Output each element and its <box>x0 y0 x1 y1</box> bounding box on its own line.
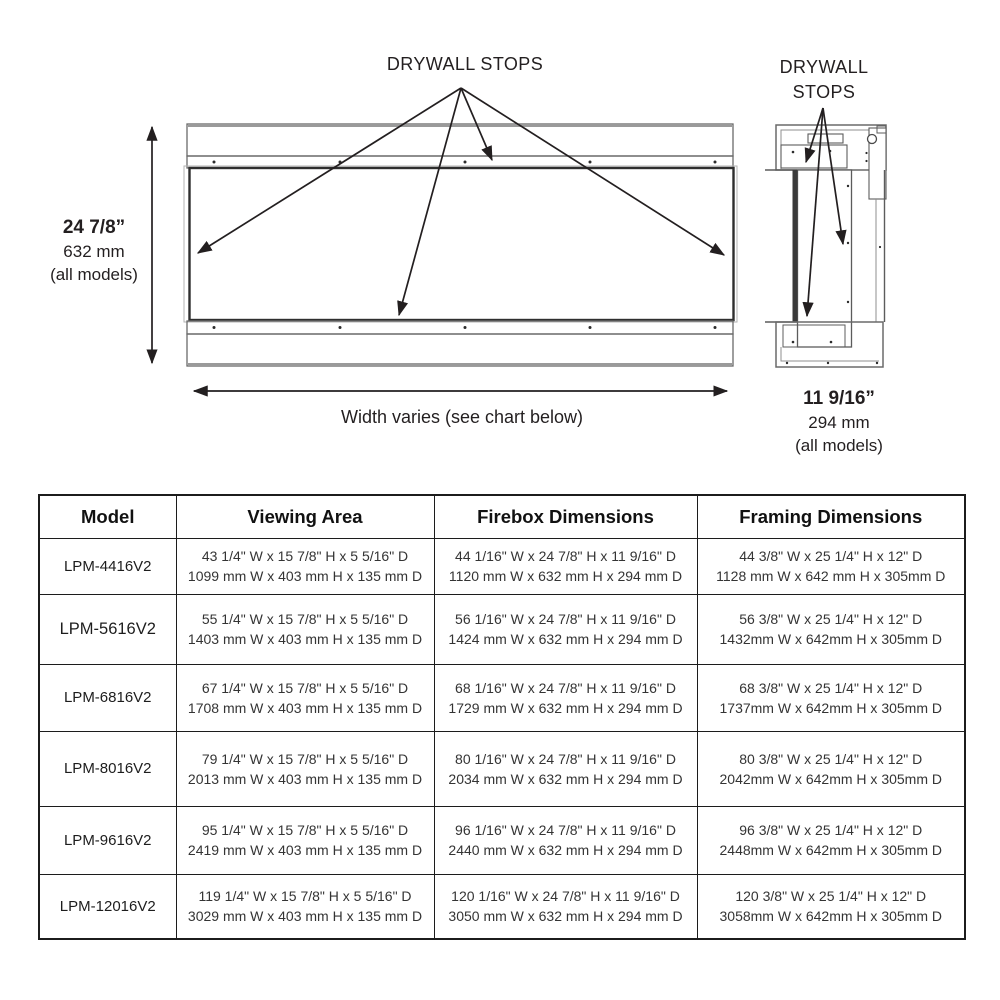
front-bottom-flange <box>187 334 733 366</box>
dimension-inches: 95 1/4" W x 15 7/8" H x 5 5/16" D <box>201 822 409 838</box>
dimension-inches: 44 3/8" W x 25 1/4" H x 12" D <box>739 548 923 564</box>
viewing-area-cell <box>176 731 434 806</box>
dimension-inches: 80 3/8" W x 25 1/4" H x 12" D <box>739 750 923 767</box>
dimension-mm: 2448mm W x 642mm H x 305mm D <box>719 842 942 858</box>
front-top-screws <box>213 161 717 164</box>
dimension-inches: 56 3/8" W x 25 1/4" H x 12" D <box>739 611 923 627</box>
dimension-inches: 79 1/4" W x 15 7/8" H x 5 5/16" D <box>201 750 409 767</box>
dimension-mm: 1403 mm W x 403 mm H x 135 mm D <box>187 631 423 647</box>
table-row <box>39 806 965 874</box>
viewing-area-cell <box>176 664 434 731</box>
front-drywall-stops-label: DRYWALL STOPS <box>386 54 544 74</box>
table-body <box>39 538 965 939</box>
model-name: LPM-6816V2 <box>39 664 176 731</box>
dimension-mm: 2042mm W x 642mm H x 305mm D <box>719 770 942 787</box>
side-drywall-stops-label <box>758 55 890 105</box>
firebox-dimensions-cell <box>434 731 697 806</box>
firebox-dimensions-cell <box>434 874 697 939</box>
dimension-inches: 68 3/8" W x 25 1/4" H x 12" D <box>739 679 923 696</box>
dimension-mm: 2419 mm W x 403 mm H x 135 mm D <box>187 842 423 858</box>
height-note: (all models) <box>50 265 138 284</box>
dimension-mm: 2034 mm W x 632 mm H x 294 mm D <box>448 770 683 787</box>
leader-arrow-left <box>198 88 461 253</box>
firebox-dimensions-cell <box>434 538 697 594</box>
height-metric: 632 mm <box>63 242 125 261</box>
header-framing-dimensions: Framing Dimensions <box>697 495 965 538</box>
table-header-row <box>39 495 965 538</box>
framing-dimensions-cell <box>697 874 965 939</box>
height-imperial: 24 7/8” <box>62 217 126 238</box>
dimension-inches: 43 1/4" W x 15 7/8" H x 5 5/16" D <box>201 548 409 564</box>
side-bottom-screws <box>786 362 878 364</box>
dimension-inches: 80 1/16" W x 24 7/8" H x 11 9/16" D <box>455 750 676 767</box>
dimension-mm: 1432mm W x 642mm H x 305mm D <box>719 631 942 647</box>
dimension-mm: 3050 mm W x 632 mm H x 294 mm D <box>448 908 683 925</box>
depth-dimension-label <box>761 387 917 457</box>
side-firebox-depth-box <box>798 170 852 347</box>
framing-dimensions-cell <box>697 594 965 664</box>
dimension-mm: 1099 mm W x 403 mm H x 135 mm D <box>187 568 423 584</box>
dimension-inches: 96 3/8" W x 25 1/4" H x 12" D <box>739 822 923 838</box>
model-name: LPM-4416V2 <box>39 538 176 594</box>
table-row <box>39 731 965 806</box>
dimension-mm: 2440 mm W x 632 mm H x 294 mm D <box>448 842 683 858</box>
dimension-mm: 1708 mm W x 403 mm H x 135 mm D <box>187 699 423 716</box>
model-name: LPM-9616V2 <box>39 806 176 874</box>
side-top-panel <box>781 145 847 168</box>
header-model: Model <box>39 495 176 538</box>
front-firebox-frame <box>190 168 734 320</box>
dimension-inches: 44 1/16" W x 24 7/8" H x 11 9/16" D <box>455 548 676 564</box>
front-bottom-screw-strip <box>187 321 733 334</box>
table-row <box>39 664 965 731</box>
depth-note: (all models) <box>795 436 883 455</box>
dimension-inches: 67 1/4" W x 15 7/8" H x 5 5/16" D <box>201 679 409 696</box>
dimension-inches: 120 3/8" W x 25 1/4" H x 12" D <box>735 888 927 905</box>
table-row <box>39 538 965 594</box>
dimension-inches: 96 1/16" W x 24 7/8" H x 11 9/16" D <box>455 822 676 838</box>
dimension-inches: 56 1/16" W x 24 7/8" H x 11 9/16" D <box>455 611 676 627</box>
dimension-inches: 119 1/4" W x 15 7/8" H x 5 5/16" D <box>198 888 412 905</box>
side-view-drawing <box>765 125 886 367</box>
table-header <box>39 495 965 538</box>
side-glass-front-bar <box>793 170 798 322</box>
front-bottom-screws <box>213 326 717 329</box>
side-drywall-stops-line1: DRYWALL <box>779 57 869 77</box>
side-bracket-screws <box>865 152 867 162</box>
leader-arrow-right <box>461 88 724 255</box>
viewing-area-cell <box>176 594 434 664</box>
height-dimension-label <box>16 216 172 286</box>
dimension-inches: 68 1/16" W x 24 7/8" H x 11 9/16" D <box>455 679 676 696</box>
dimension-inches: 55 1/4" W x 15 7/8" H x 5 5/16" D <box>201 611 409 627</box>
depth-imperial: 11 9/16” <box>803 388 875 409</box>
width-varies-label: Width varies (see chart below) <box>340 407 584 427</box>
side-bottom-flange-inner-line <box>781 347 879 361</box>
front-top-flange <box>187 124 733 156</box>
header-viewing-area: Viewing Area <box>176 495 434 538</box>
dimension-inches: 120 1/16" W x 24 7/8" H x 11 9/16" D <box>451 888 680 905</box>
model-name: LPM-12016V2 <box>39 874 176 939</box>
dimension-mm: 1128 mm W x 642 mm H x 305mm D <box>716 568 946 584</box>
front-body-outer <box>184 166 737 322</box>
front-drywall-stop-leaders <box>198 88 724 315</box>
model-name: LPM-5616V2 <box>39 594 176 664</box>
side-top-panel-screws <box>792 150 832 154</box>
side-spine-screw <box>879 246 881 248</box>
table-row <box>39 874 965 939</box>
header-firebox-dimensions: Firebox Dimensions <box>434 495 697 538</box>
firebox-dimensions-cell <box>434 806 697 874</box>
dimension-mm: 1729 mm W x 632 mm H x 294 mm D <box>448 699 683 716</box>
viewing-area-cell <box>176 806 434 874</box>
viewing-area-cell <box>176 874 434 939</box>
dimension-mm: 1120 mm W x 632 mm H x 294 mm D <box>448 568 683 584</box>
dimension-mm: 3029 mm W x 403 mm H x 135 mm D <box>187 908 423 925</box>
model-dimensions-table <box>38 494 966 940</box>
framing-dimensions-cell <box>697 538 965 594</box>
dimension-mm: 3058mm W x 642mm H x 305mm D <box>719 908 942 925</box>
firebox-dimensions-cell <box>434 594 697 664</box>
dimension-mm: 2013 mm W x 403 mm H x 135 mm D <box>187 770 423 787</box>
table-row <box>39 594 965 664</box>
dimension-mm: 1737mm W x 642mm H x 305mm D <box>719 699 942 716</box>
depth-metric: 294 mm <box>808 413 870 432</box>
side-knockout-hole <box>868 135 877 144</box>
side-drywall-stops-line2: STOPS <box>792 82 856 102</box>
firebox-dimensions-cell <box>434 664 697 731</box>
framing-dimensions-cell <box>697 731 965 806</box>
dimension-mm: 1424 mm W x 632 mm H x 294 mm D <box>448 631 683 647</box>
framing-dimensions-cell <box>697 664 965 731</box>
front-view-drawing <box>184 124 737 366</box>
model-name: LPM-8016V2 <box>39 731 176 806</box>
framing-dimensions-cell <box>697 806 965 874</box>
viewing-area-cell <box>176 538 434 594</box>
